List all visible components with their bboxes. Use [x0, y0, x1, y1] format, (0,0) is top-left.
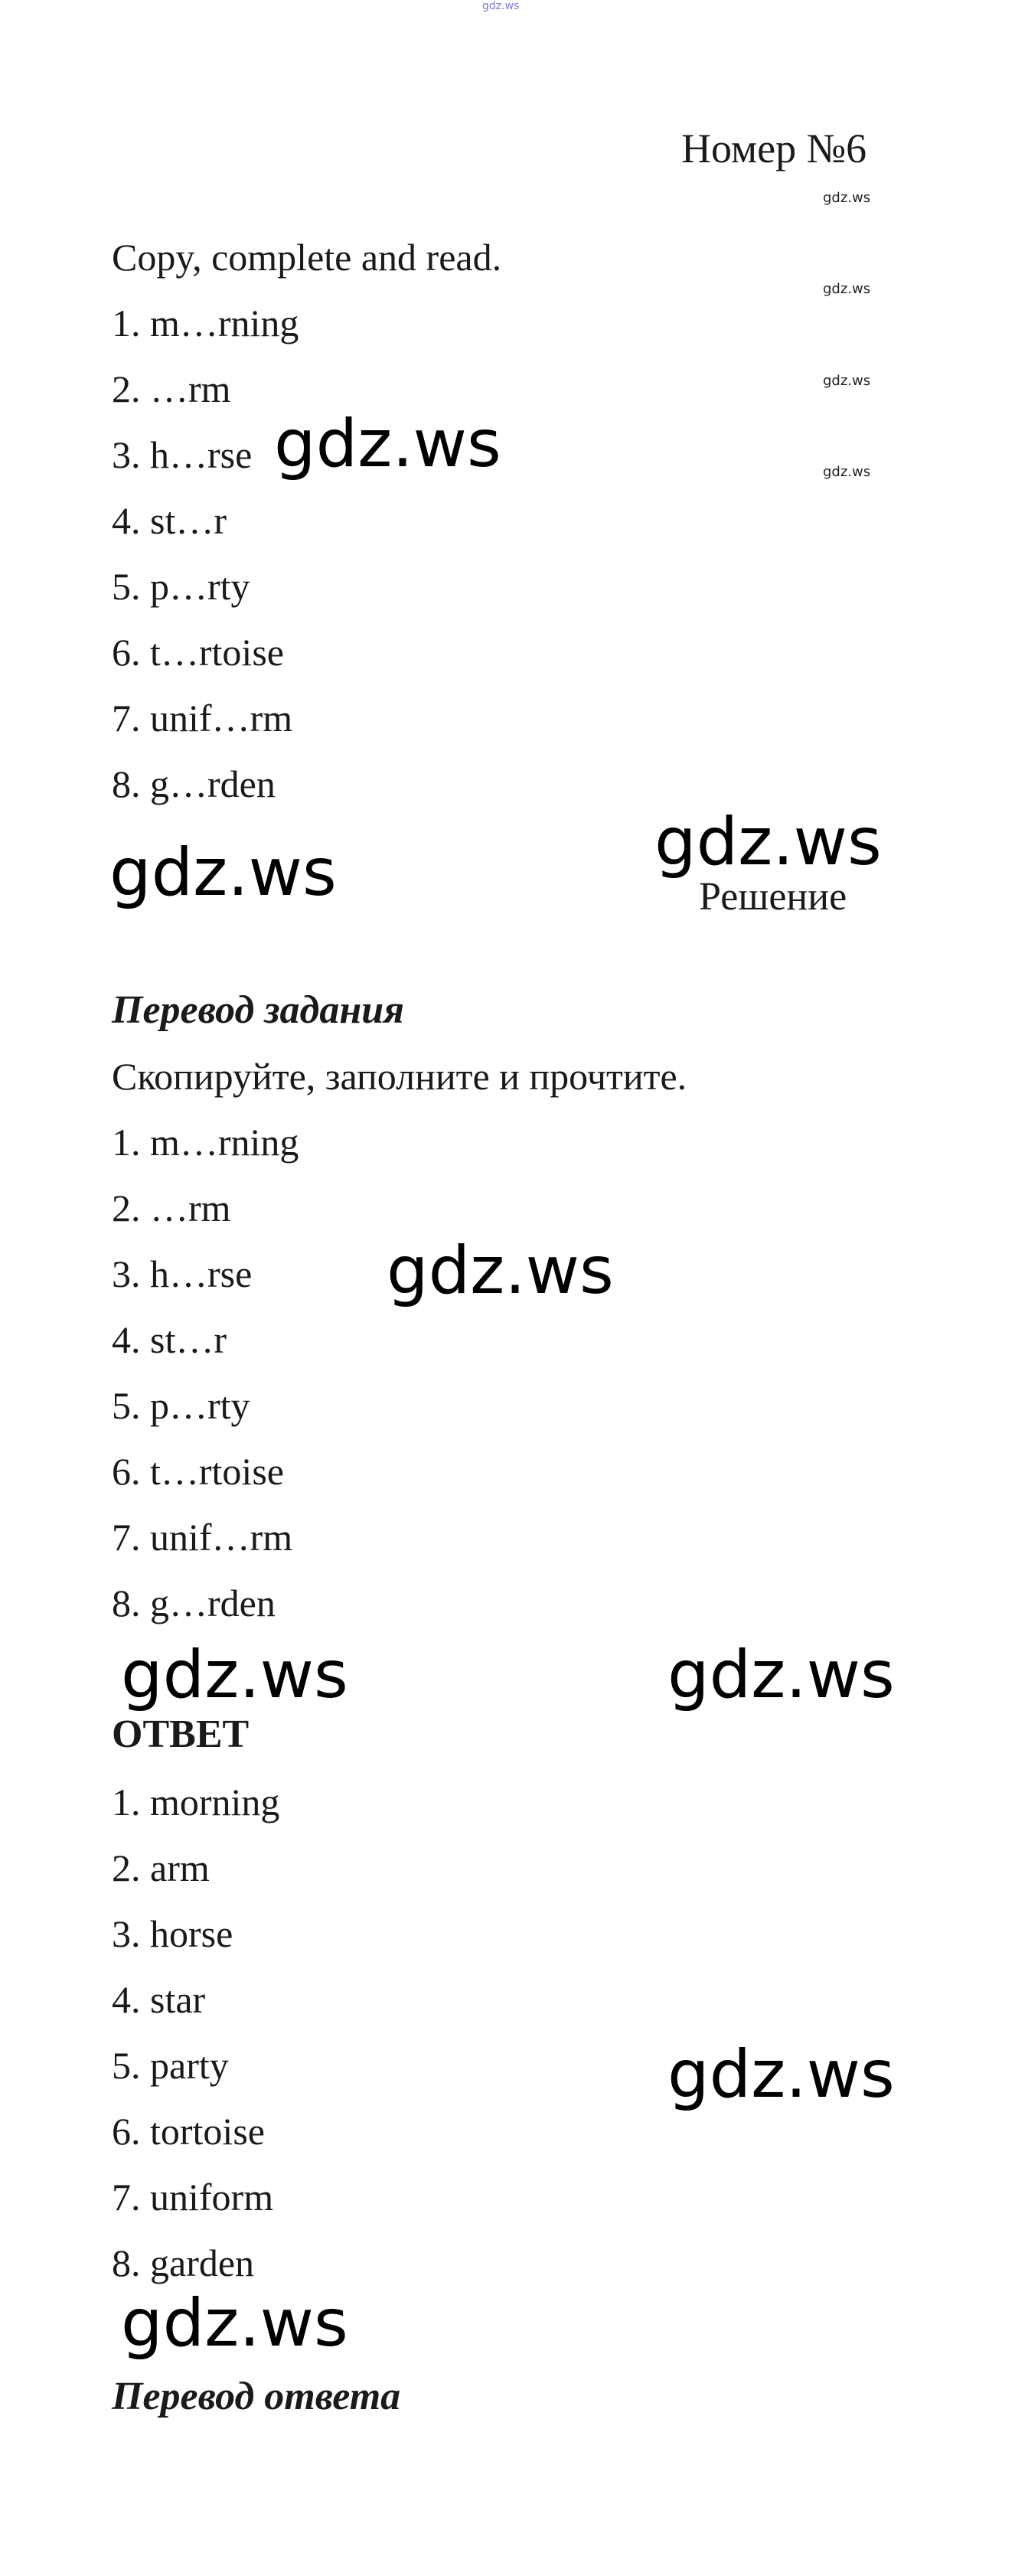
big-watermark: gdz.ws: [109, 834, 337, 911]
big-watermark: gdz.ws: [274, 406, 501, 482]
translation-task-heading: Перевод задания: [112, 988, 404, 1032]
answer-item: 7. uniform: [112, 2176, 274, 2218]
task-item: 3. h…rse: [112, 433, 253, 476]
answer-item: 6. tortoise: [112, 2110, 265, 2153]
translation-item: 1. m…rning: [112, 1121, 299, 1164]
big-watermark: gdz.ws: [121, 1637, 348, 1713]
task-item: 5. p…rty: [112, 565, 250, 608]
task-item: 7. unif…rm: [112, 697, 293, 739]
big-watermark: gdz.ws: [387, 1232, 614, 1309]
task-item: 1. m…rning: [112, 302, 299, 344]
answer-translation-heading: Перевод ответа: [112, 2375, 401, 2418]
task-item: 8. g…rden: [112, 762, 276, 805]
translation-item: 8. g…rden: [112, 1582, 276, 1624]
side-watermark: gdz.ws: [823, 464, 871, 480]
translation-instruction: Скопируйте, заполните и прочтите.: [112, 1055, 687, 1098]
translation-item: 6. t…rtoise: [112, 1450, 284, 1493]
big-watermark: gdz.ws: [667, 2036, 895, 2113]
side-watermark: gdz.ws: [823, 281, 871, 297]
translation-item: 2. …rm: [112, 1187, 231, 1229]
top-watermark: gdz.ws: [482, 0, 520, 12]
answer-item: 1. morning: [112, 1781, 280, 1823]
big-watermark: gdz.ws: [667, 1637, 895, 1713]
big-watermark: gdz.ws: [121, 2285, 348, 2362]
answer-item: 8. garden: [112, 2241, 255, 2284]
big-watermark: gdz.ws: [654, 804, 882, 880]
translation-item: 3. h…rse: [112, 1252, 253, 1295]
answer-item: 3. horse: [112, 1912, 233, 1955]
solution-label: Решение: [699, 875, 847, 919]
task-instruction: Copy, complete and read.: [112, 236, 502, 279]
answer-heading: ОТВЕТ: [112, 1712, 250, 1756]
translation-item: 4. st…r: [112, 1318, 227, 1361]
page-title: Номер №6: [681, 126, 867, 171]
side-watermark: gdz.ws: [823, 190, 871, 206]
task-item: 2. …rm: [112, 367, 231, 410]
answer-item: 5. party: [112, 2044, 229, 2087]
translation-item: 5. p…rty: [112, 1384, 250, 1427]
task-item: 4. st…r: [112, 499, 227, 542]
answer-item: 2. arm: [112, 1846, 210, 1889]
task-item: 6. t…rtoise: [112, 631, 284, 674]
translation-item: 7. unif…rm: [112, 1516, 293, 1559]
answer-item: 4. star: [112, 1978, 206, 2021]
side-watermark: gdz.ws: [823, 373, 871, 389]
